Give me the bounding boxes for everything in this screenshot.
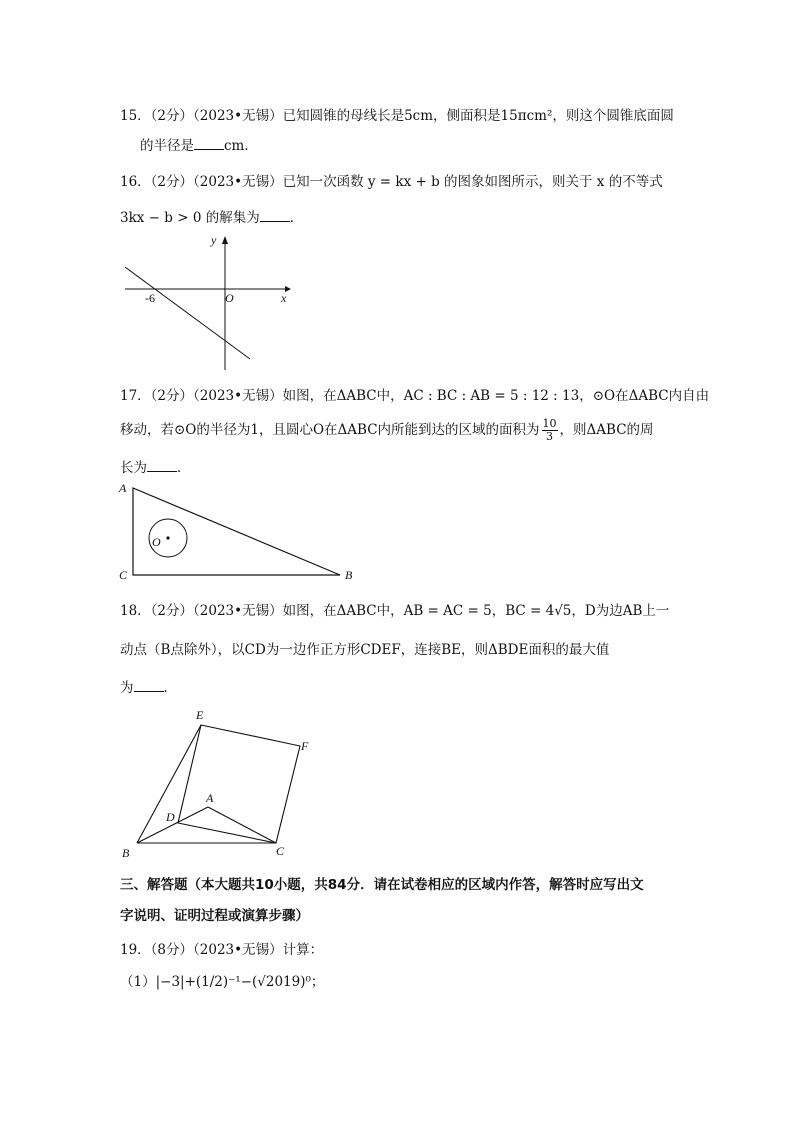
label-o: O [152, 535, 161, 549]
q17-line3 [120, 456, 191, 476]
q17-line3-end: ． [177, 460, 191, 476]
function-line [125, 267, 250, 359]
answer-blank [147, 459, 177, 472]
q19-part1: （1）|−3|+(1/2)⁻¹−(√2019)⁰； [120, 974, 325, 990]
center-dot [166, 536, 169, 539]
label-f: F [301, 739, 309, 753]
fraction [542, 418, 558, 443]
label-c: C [276, 844, 285, 858]
y-label: y [211, 233, 217, 247]
section-heading-line2: 字说明、证明过程或演算步骤） [120, 908, 309, 924]
triangle-abc [133, 488, 340, 575]
q17-line2 [120, 418, 654, 443]
q15-line1: 15．（2分）（2023•无锡）已知圆锥的母线长是5cm，侧面积是15πcm²，则这个圆锥底面圆 [120, 108, 674, 124]
x-label: x [281, 291, 287, 305]
label-d: D [166, 810, 175, 824]
label-a: A [119, 481, 127, 495]
q17-line3-text: 长为 [120, 460, 147, 476]
origin-label: O [225, 291, 234, 305]
fraction-denominator: 3 [546, 430, 554, 443]
y-axis-arrow [222, 236, 228, 244]
q18-line3-end: ． [163, 680, 177, 696]
label-a: A [206, 791, 214, 805]
q18-line1: 18．（2分）（2023•无锡）如图，在ΔABC中，AB = AC = 5，BC = 4√5，D为边AB上一 [120, 603, 670, 619]
q18-line2: 动点（B点除外），以CD为一边作正方形CDEF，连接BE，则ΔBDE面积的最大值 [120, 642, 610, 658]
q18-line3 [120, 676, 177, 696]
intercept-label: -6 [145, 291, 155, 305]
q17-line2-text: 移动，若⊙O的半径为1，且圆心O在ΔABC内所能到达的区域的面积为 [120, 422, 540, 438]
answer-blank [194, 137, 224, 150]
q15-line2 [140, 134, 258, 154]
q16-line2-text: 3kx − b > 0 的解集为 [120, 210, 260, 226]
label-c: C [119, 568, 128, 582]
segment-ac [208, 807, 276, 843]
q16-line2-end: ． [289, 210, 304, 226]
answer-blank [260, 209, 290, 222]
q19-line1: 19．（8分）（2023•无锡）计算： [120, 942, 324, 958]
square-cdef [178, 725, 300, 843]
q18-line3-text: 为 [120, 680, 134, 696]
label-e: E [196, 708, 204, 722]
q15-line2-unit: cm． [224, 138, 258, 154]
q17-line1: 17．（2分）（2023•无锡）如图，在ΔABC中，AC : BC : AB = 5 : 12 : 13，⊙O在ΔABC内自由 [120, 388, 710, 404]
label-b: B [122, 846, 130, 860]
q16-line2 [120, 206, 303, 226]
q18-figure [115, 703, 345, 863]
q17-line2-tail: ，则ΔABC的周 [559, 422, 654, 438]
q15-line2-text: 的半径是 [140, 138, 194, 154]
section-heading-line1: 三、解答题（本大题共10小题，共84分．请在试卷相应的区域内作答，解答时应写出文 [120, 877, 644, 893]
answer-blank [134, 679, 164, 692]
q17-figure [115, 478, 365, 588]
q16-line1: 16．（2分）（2023•无锡）已知一次函数 y = kx + b 的图象如图所示，则关于 x 的不等式 [120, 174, 663, 190]
label-b: B [345, 568, 353, 582]
q16-figure [115, 232, 300, 372]
fraction-numerator: 10 [542, 417, 557, 430]
